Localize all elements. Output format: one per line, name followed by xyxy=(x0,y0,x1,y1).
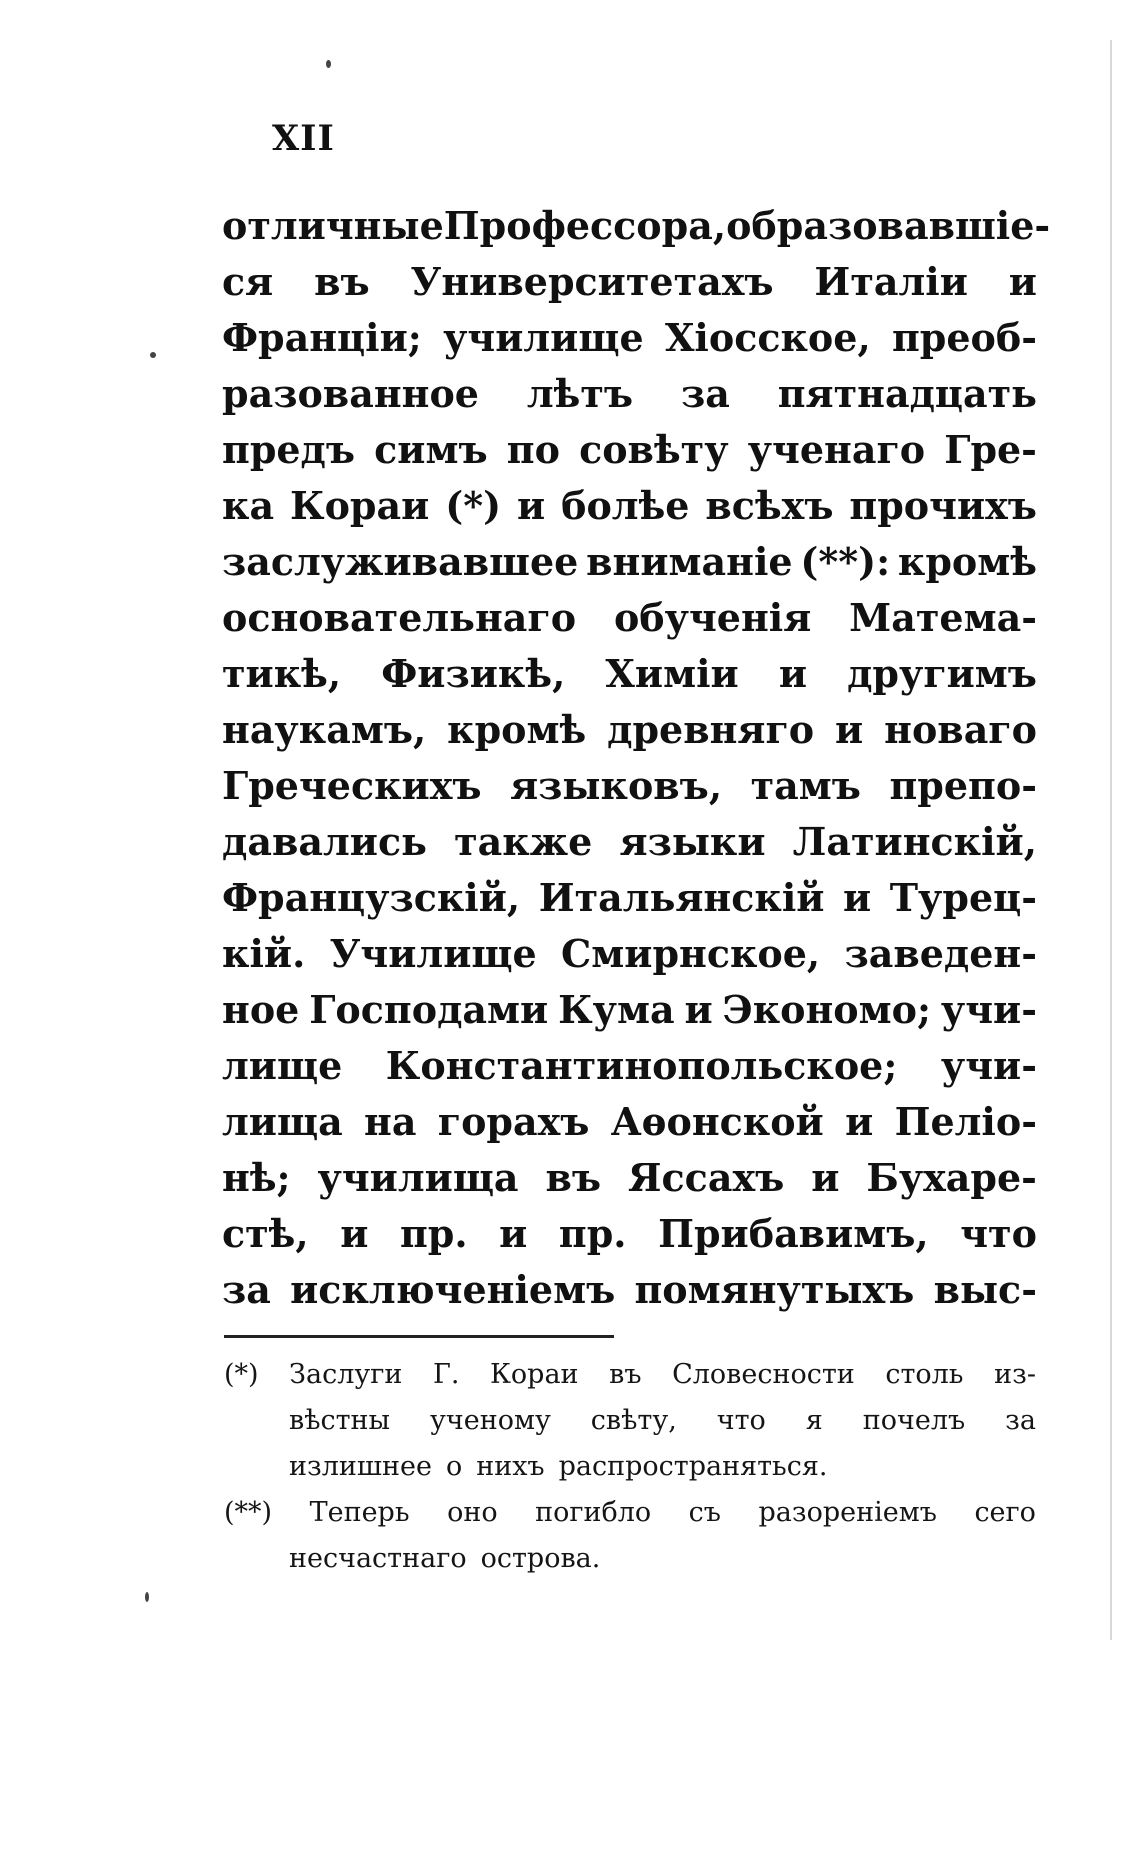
text-line xyxy=(222,590,1037,646)
footnote-word: (*) xyxy=(224,1359,259,1390)
word: Константинопольское; xyxy=(385,1043,898,1088)
word: кромѣ xyxy=(447,707,587,752)
word: языковъ, xyxy=(510,763,723,808)
word: въ xyxy=(545,1155,602,1200)
word: вниманіе xyxy=(586,539,793,584)
footnote-word: свѣту, xyxy=(590,1405,677,1436)
footnote-word: Г. xyxy=(432,1359,460,1390)
word: пятнадцать xyxy=(777,371,1037,416)
word: ся xyxy=(222,259,274,304)
footnote-line xyxy=(224,1536,1036,1582)
word: исключеніемъ xyxy=(290,1267,616,1312)
word: Пеліо- xyxy=(894,1099,1037,1144)
word: и xyxy=(811,1155,840,1200)
text-line xyxy=(222,1262,1037,1318)
word: стѣ, xyxy=(222,1211,309,1256)
word: препо- xyxy=(889,763,1037,808)
word: заслуживавшее xyxy=(222,539,579,584)
word: въ xyxy=(314,259,370,304)
footnote-line xyxy=(224,1398,1036,1444)
footnote-word: (**) xyxy=(224,1497,273,1528)
word: новаго xyxy=(884,707,1037,752)
word: и xyxy=(340,1211,369,1256)
word: (**): xyxy=(800,539,891,584)
word: тикѣ, xyxy=(222,651,342,696)
word: Господами xyxy=(309,987,549,1032)
word: и xyxy=(843,875,872,920)
footnote-word: за xyxy=(1005,1405,1036,1436)
word: Греческихъ xyxy=(222,763,482,808)
word: наукамъ, xyxy=(222,707,427,752)
page-edge-line xyxy=(1110,40,1112,1640)
word: и xyxy=(1008,259,1037,304)
footnote-word: Теперь xyxy=(309,1497,410,1528)
word: горахъ xyxy=(437,1099,590,1144)
word: пр. xyxy=(558,1211,627,1256)
word: образовавшіе- xyxy=(726,203,1051,248)
word: Итальянскій xyxy=(538,875,825,920)
footnote-word: излишнее xyxy=(289,1451,432,1482)
word: и xyxy=(684,987,713,1032)
word: другимъ xyxy=(847,651,1037,696)
footnote-word: о xyxy=(445,1451,463,1482)
word: лѣтъ xyxy=(526,371,634,416)
word: училище xyxy=(443,315,644,360)
word: Матема- xyxy=(849,595,1037,640)
footnote-word: Заслуги xyxy=(289,1359,403,1390)
word: пр. xyxy=(399,1211,468,1256)
word: предъ xyxy=(222,427,356,472)
word: симъ xyxy=(374,427,488,472)
word: и xyxy=(499,1211,528,1256)
word: древняго xyxy=(607,707,815,752)
footnote-word: несчастнаго xyxy=(289,1543,467,1574)
text-line xyxy=(222,1094,1037,1150)
footnotes xyxy=(224,1352,1036,1582)
text-line xyxy=(222,758,1037,814)
text-line xyxy=(222,982,1037,1038)
footnote-word: нихъ xyxy=(476,1451,545,1482)
word: училища xyxy=(317,1155,519,1200)
text-line xyxy=(222,310,1037,366)
word: по xyxy=(506,427,560,472)
word: основательнаго xyxy=(222,595,577,640)
footnote-word: ученому xyxy=(429,1405,551,1436)
footnote-word: столь xyxy=(885,1359,964,1390)
word: (*) xyxy=(445,483,502,528)
ink-speck xyxy=(150,352,156,358)
footnote-word: съ xyxy=(688,1497,721,1528)
word: преоб- xyxy=(891,315,1037,360)
word: Кума xyxy=(558,987,675,1032)
word: что xyxy=(960,1211,1037,1256)
word: лище xyxy=(222,1043,343,1088)
footnote-rule xyxy=(224,1335,614,1338)
word: Физикѣ, xyxy=(381,651,566,696)
word: Экономо; xyxy=(722,987,932,1032)
text-line xyxy=(222,254,1037,310)
word: и xyxy=(845,1099,874,1144)
word: и xyxy=(835,707,864,752)
word: Яссахъ xyxy=(628,1155,785,1200)
footnote-line xyxy=(224,1490,1036,1536)
word: Бухаре- xyxy=(866,1155,1037,1200)
footnote-word: оно xyxy=(447,1497,498,1528)
word: болѣе xyxy=(561,483,690,528)
word: Училище xyxy=(329,931,537,976)
word: на xyxy=(364,1099,417,1144)
text-line xyxy=(222,478,1037,534)
word: обученія xyxy=(613,595,812,640)
word: Латинскій, xyxy=(792,819,1037,864)
ink-speck xyxy=(145,1592,149,1602)
word: Химіи xyxy=(605,651,739,696)
footnote-word: острова. xyxy=(480,1543,601,1574)
word: совѣту xyxy=(579,427,729,472)
word: языки xyxy=(619,819,766,864)
footnote-word: въ xyxy=(609,1359,642,1390)
word: нѣ; xyxy=(222,1155,291,1200)
word: Профессора, xyxy=(443,203,727,248)
ink-speck xyxy=(326,60,331,68)
text-line xyxy=(222,870,1037,926)
text-line xyxy=(222,926,1037,982)
word: ка xyxy=(222,483,275,528)
word: заведен- xyxy=(844,931,1037,976)
word: Хіосское, xyxy=(664,315,871,360)
word: Аѳонской xyxy=(610,1099,824,1144)
word: учи- xyxy=(940,1043,1037,1088)
word: помянутыхъ xyxy=(634,1267,915,1312)
main-text xyxy=(222,198,1051,1318)
word: отличные xyxy=(222,203,444,248)
text-line xyxy=(222,534,1037,590)
word: Университетахъ xyxy=(410,259,774,304)
word: тамъ xyxy=(750,763,861,808)
word: за xyxy=(222,1267,271,1312)
page-number: XII xyxy=(272,118,335,159)
text-line xyxy=(222,1150,1037,1206)
footnote-line xyxy=(224,1444,1036,1490)
word: кій. xyxy=(222,931,306,976)
footnote-word: распространяться. xyxy=(558,1451,828,1482)
word: разованное xyxy=(222,371,479,416)
word: Прибавимъ, xyxy=(658,1211,929,1256)
footnote-word: погибло xyxy=(535,1497,652,1528)
word: прочихъ xyxy=(849,483,1037,528)
word: кромѣ xyxy=(897,539,1037,584)
text-line xyxy=(222,422,1037,478)
footnote-word: разореніемъ xyxy=(758,1497,937,1528)
footnote-word: почелъ xyxy=(862,1405,966,1436)
footnote-word: вѣстны xyxy=(289,1405,391,1436)
word: и xyxy=(778,651,807,696)
word: Французскій, xyxy=(222,875,521,920)
word: за xyxy=(680,371,730,416)
text-line xyxy=(222,646,1037,702)
word: Турец- xyxy=(889,875,1037,920)
footnote-word: Словесности xyxy=(672,1359,855,1390)
text-line xyxy=(222,198,1051,254)
text-line xyxy=(222,814,1037,870)
word: всѣхъ xyxy=(705,483,834,528)
word: Франціи; xyxy=(222,315,422,360)
footnote-line xyxy=(224,1352,1036,1398)
text-line xyxy=(222,1038,1037,1094)
text-line xyxy=(222,702,1037,758)
word: Смирнское, xyxy=(561,931,821,976)
word: Италіи xyxy=(814,259,968,304)
footnote-word: Кораи xyxy=(490,1359,579,1390)
footnote-word: из- xyxy=(994,1359,1036,1390)
word: давались xyxy=(222,819,427,864)
word: и xyxy=(516,483,546,528)
word: ученаго xyxy=(747,427,926,472)
word: также xyxy=(454,819,593,864)
word: лища xyxy=(222,1099,343,1144)
footnote-word: сего xyxy=(974,1497,1036,1528)
text-line xyxy=(222,1206,1037,1262)
footnote-word: что xyxy=(716,1405,766,1436)
word: ное xyxy=(222,987,300,1032)
text-line xyxy=(222,366,1037,422)
word: Гре- xyxy=(944,427,1037,472)
footnote-word: я xyxy=(805,1405,823,1436)
word: Кораи xyxy=(290,483,430,528)
word: учи- xyxy=(940,987,1037,1032)
word: выс- xyxy=(933,1267,1037,1312)
